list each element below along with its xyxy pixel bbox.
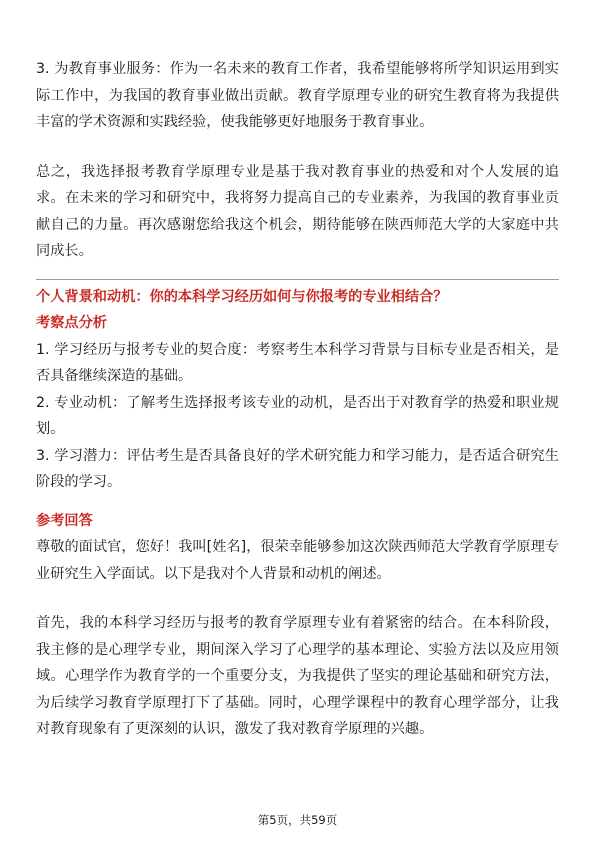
answer-heading: 参考回答 — [36, 512, 93, 529]
paragraph-item-3: 3. 为教育事业服务：作为一名未来的教育工作者，我希望能够将所学知识运用到实际工作中，为我国的教育事业做出贡献。教育学原理专业的研究生教育将为我提供丰富的学术资源和实践经验，使我能够更好地服务于教育事业。 — [36, 61, 559, 130]
spacer — [36, 587, 559, 610]
spacer — [36, 136, 559, 159]
page-content — [36, 56, 559, 743]
page-number: 第5页，共59页 — [257, 813, 338, 827]
spacer — [36, 496, 559, 508]
section-divider — [36, 279, 559, 280]
paragraph-conclusion: 总之，我选择报考教育学原理专业是基于我对教育事业的热爱和对个人发展的追求。在未来的学习和研究中，我将努力提高自己的专业素养，为我国的教育事业贡献自己的力量。再次感谢您给我这个机会，期待能够在陕西师范大学的大家庭中共同成长。 — [36, 163, 559, 259]
answer-paragraph-1: 首先，我的本科学习经历与报考的教育学原理专业有着紧密的结合。在本科阶段，我主修的是心理学专业，期间深入学习了心理学的基本理论、实验方法以及应用领域。心理学作为教育学的一个重要分支，为我提供了坚实的理论基础和研究方法，为后续学习教育学原理打下了基础。同时，心理学课程中的教育心理学部分，让我对教育现象有了更深刻的认识，激发了我对教育学原理的兴趣。 — [36, 615, 559, 737]
analysis-item-1: 1. 学习经历与报考专业的契合度：考察考生本科学习背景与目标专业是否相关，是否具备继续深造的基础。 — [36, 341, 559, 384]
analysis-heading: 考察点分析 — [36, 315, 107, 331]
question-heading: 个人背景和动机：你的本科学习经历如何与你报考的专业相结合？ — [36, 288, 448, 305]
analysis-item-2: 2. 专业动机：了解考生选择报考该专业的动机，是否出于对教育学的热爱和职业规划。 — [36, 394, 559, 437]
analysis-item-3: 3. 学习潜力：评估考生是否具备良好的学术研究能力和学习能力，是否适合研究生阶段的学习。 — [36, 447, 559, 490]
answer-intro: 尊敬的面试官，您好！我叫[姓名]，很荣幸能够参加这次陕西师范大学教育学原理专业研究生入学面试。以下是我对个人背景和动机的阐述。 — [36, 539, 559, 582]
